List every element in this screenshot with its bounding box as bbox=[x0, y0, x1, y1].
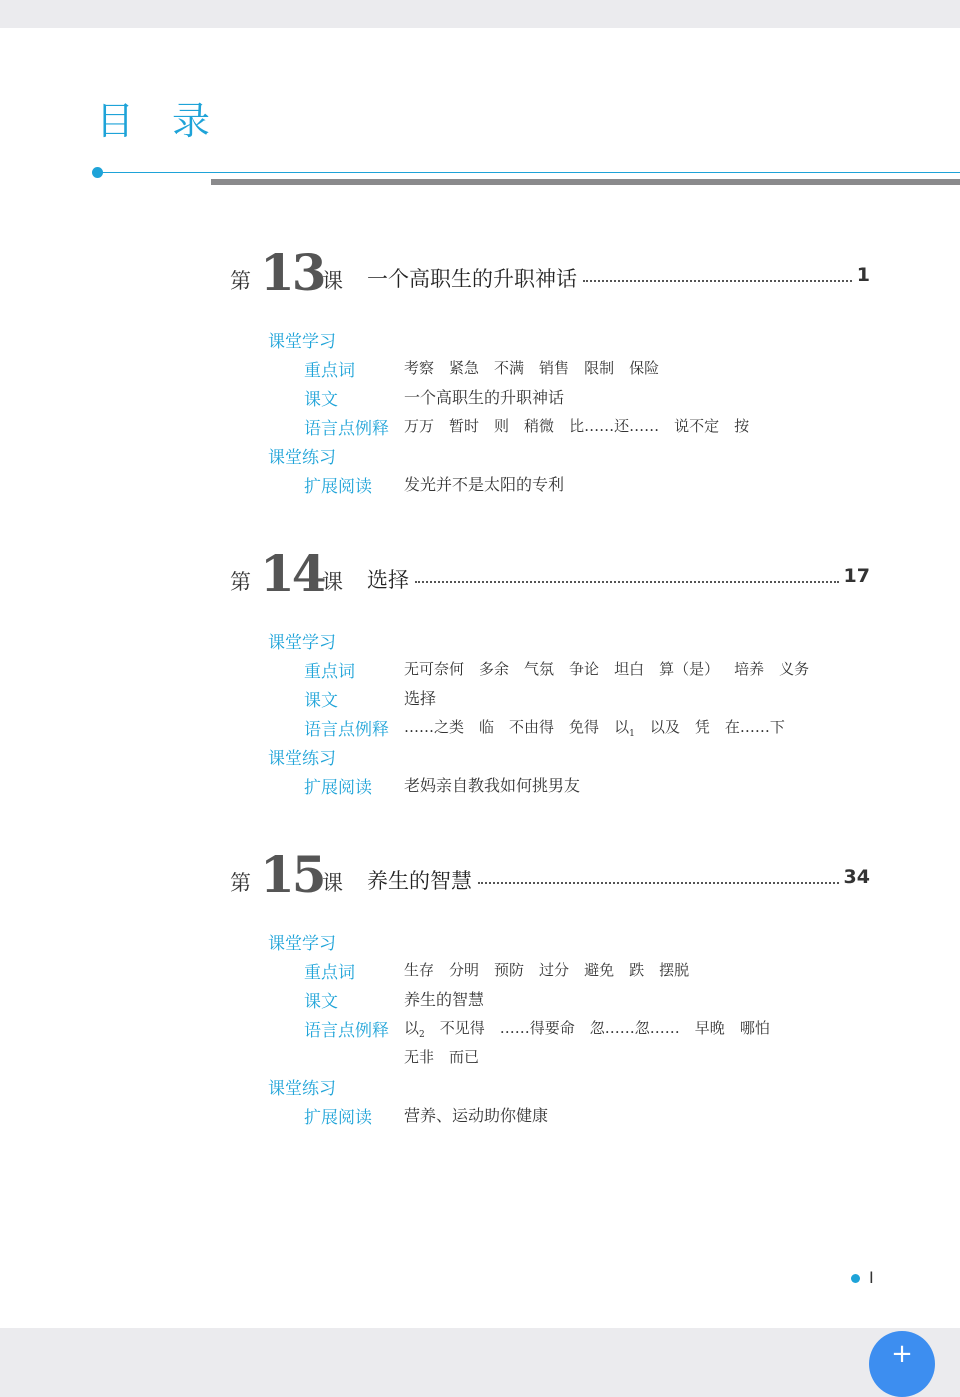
label-grammar: 语言点例释 bbox=[304, 720, 389, 740]
label-text: 课文 bbox=[304, 992, 338, 1012]
label-keywords: 重点词 bbox=[304, 662, 355, 682]
dot-leader bbox=[415, 581, 839, 583]
bottom-toolbar bbox=[0, 1328, 960, 1357]
lesson-title: 养生的智慧 bbox=[367, 869, 472, 893]
lesson-suffix: 课 bbox=[322, 871, 343, 895]
add-button[interactable] bbox=[869, 1331, 935, 1397]
label-reading: 扩展阅读 bbox=[304, 1108, 372, 1128]
word-item: 在……下 bbox=[724, 718, 785, 736]
label-text: 课文 bbox=[304, 390, 338, 410]
word-item: 销售 bbox=[539, 359, 570, 377]
label-text: 课文 bbox=[304, 691, 338, 711]
lesson-prefix: 第 bbox=[230, 269, 251, 293]
label-grammar: 语言点例释 bbox=[304, 1021, 389, 1041]
lesson-entry bbox=[0, 245, 960, 545]
lesson-heading[interactable] bbox=[230, 245, 870, 305]
reading-title: 老妈亲自教我如何挑男友 bbox=[404, 776, 581, 795]
section-class-practice: 课堂练习 bbox=[268, 1079, 336, 1099]
section-class-practice: 课堂练习 bbox=[268, 448, 336, 468]
word-item: 忽……忽…… bbox=[589, 1019, 680, 1037]
word-item: 无可奈何 bbox=[404, 660, 465, 678]
lesson-number: 14 bbox=[260, 544, 324, 603]
text-title: 养生的智慧 bbox=[404, 990, 485, 1009]
lesson-page-number: 17 bbox=[843, 565, 870, 587]
reading-title: 发光并不是太阳的专利 bbox=[404, 475, 565, 494]
word-item: ……得要命 bbox=[499, 1019, 575, 1037]
word-item: 免得 bbox=[569, 718, 600, 736]
label-reading: 扩展阅读 bbox=[304, 477, 372, 497]
word-item: 而已 bbox=[449, 1048, 480, 1066]
grammar-list bbox=[404, 1017, 785, 1040]
footer-dot bbox=[851, 1274, 860, 1283]
section-class-study: 课堂学习 bbox=[268, 332, 336, 352]
dot-leader bbox=[583, 280, 852, 282]
lesson-entry bbox=[0, 847, 960, 1147]
dot-leader bbox=[478, 882, 839, 884]
title-rule-thin bbox=[100, 172, 960, 173]
keyword-list bbox=[404, 357, 674, 378]
word-item: 稍微 bbox=[524, 417, 555, 435]
label-keywords: 重点词 bbox=[304, 361, 355, 381]
word-item: 暂时 bbox=[449, 417, 480, 435]
word-item: ……之类 bbox=[404, 718, 465, 736]
word-item: 考察 bbox=[404, 359, 435, 377]
word-item: 预防 bbox=[494, 961, 525, 979]
title-rule-thick bbox=[211, 179, 960, 185]
section-class-study: 课堂学习 bbox=[268, 633, 336, 653]
text-title: 一个高职生的升职神话 bbox=[404, 388, 565, 407]
grammar-list-continued bbox=[404, 1046, 494, 1067]
word-item: 义务 bbox=[779, 660, 810, 678]
label-keywords: 重点词 bbox=[304, 963, 355, 983]
word-item: 说不定 bbox=[674, 417, 720, 435]
word-item: 限制 bbox=[584, 359, 615, 377]
word-item: 分明 bbox=[449, 961, 480, 979]
word-item: 生存 bbox=[404, 961, 435, 979]
section-class-study: 课堂学习 bbox=[268, 934, 336, 954]
word-item: 保险 bbox=[629, 359, 660, 377]
text-title: 选择 bbox=[404, 689, 437, 708]
grammar-list bbox=[404, 415, 764, 436]
word-item: 紧急 bbox=[449, 359, 480, 377]
keyword-list bbox=[404, 658, 824, 679]
lesson-title: 选择 bbox=[367, 568, 409, 592]
word-item: 不见得 bbox=[439, 1019, 485, 1037]
word-item: 无非 bbox=[404, 1048, 435, 1066]
word-item: 按 bbox=[734, 417, 750, 435]
keyword-list bbox=[404, 959, 704, 980]
section-class-practice: 课堂练习 bbox=[268, 749, 336, 769]
lesson-page-number: 1 bbox=[856, 264, 870, 286]
lesson-page-number: 34 bbox=[843, 866, 870, 888]
word-item: 气氛 bbox=[524, 660, 555, 678]
word-item: 坦白 bbox=[614, 660, 645, 678]
word-item: 以$_1$ bbox=[614, 718, 635, 739]
lesson-suffix: 课 bbox=[322, 570, 343, 594]
word-item: 比……还…… bbox=[569, 417, 660, 435]
label-grammar: 语言点例释 bbox=[304, 419, 389, 439]
lesson-suffix: 课 bbox=[322, 269, 343, 293]
word-item: 培养 bbox=[734, 660, 765, 678]
lesson-heading[interactable] bbox=[230, 546, 870, 606]
word-item: 算（是） bbox=[659, 660, 720, 678]
lesson-prefix: 第 bbox=[230, 570, 251, 594]
word-item: 争论 bbox=[569, 660, 600, 678]
lesson-number: 13 bbox=[260, 243, 324, 302]
word-item: 临 bbox=[479, 718, 495, 736]
word-item: 以$_2$ bbox=[404, 1019, 425, 1040]
word-item: 凭 bbox=[694, 718, 710, 736]
grammar-list bbox=[404, 716, 800, 739]
word-item: 多余 bbox=[479, 660, 510, 678]
lesson-prefix: 第 bbox=[230, 871, 251, 895]
reading-title: 营养、运动助你健康 bbox=[404, 1106, 549, 1125]
toc-title: 目录 bbox=[96, 99, 249, 143]
word-item: 不由得 bbox=[509, 718, 555, 736]
lesson-entry bbox=[0, 546, 960, 846]
word-item: 万万 bbox=[404, 417, 435, 435]
word-item: 以及 bbox=[649, 718, 680, 736]
word-item: 避免 bbox=[584, 961, 615, 979]
footer-page-number: I bbox=[869, 1268, 874, 1287]
word-item: 哪怕 bbox=[739, 1019, 770, 1037]
word-item: 不满 bbox=[494, 359, 525, 377]
label-reading: 扩展阅读 bbox=[304, 778, 372, 798]
lesson-number: 15 bbox=[260, 845, 324, 904]
word-item: 跌 bbox=[629, 961, 645, 979]
lesson-heading[interactable] bbox=[230, 847, 870, 907]
word-item: 摆脱 bbox=[659, 961, 690, 979]
plus-icon: + bbox=[891, 1339, 913, 1369]
word-item: 则 bbox=[494, 417, 510, 435]
word-item: 过分 bbox=[539, 961, 570, 979]
lesson-title: 一个高职生的升职神话 bbox=[367, 267, 577, 291]
word-item: 早晚 bbox=[694, 1019, 725, 1037]
